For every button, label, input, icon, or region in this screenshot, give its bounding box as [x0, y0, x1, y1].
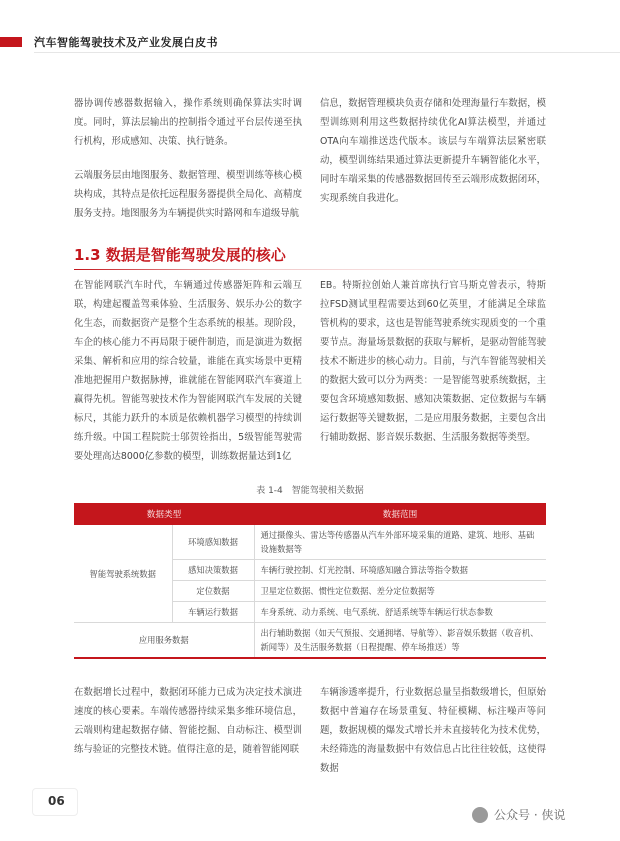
group-label-cell: 智能驾驶系统数据: [74, 525, 172, 623]
page-number: 06: [48, 794, 65, 808]
watermark-text: 公众号 · 侠说: [494, 808, 566, 822]
subtype-cell: 感知决策数据: [172, 560, 254, 581]
table-row: [74, 623, 546, 659]
paragraph-top-left-2: 云端服务层由地图服务、数据管理、模型训练等核心模块构成，其特点是依托远程服务器提供全局化、高精度服务支持。地图服务为车辆提供实时路网和车道级导航: [74, 170, 302, 219]
scope-cell: 通过摄像头、雷达等传感器从汽车外部环境采集的道路、建筑、地形、基础设施数据等: [254, 525, 546, 560]
header-cell-type: 数据类型: [74, 503, 254, 525]
wechat-icon: [472, 807, 488, 823]
header-accent-bar: [0, 37, 22, 47]
scope-cell: 出行辅助数据（如天气预报、交通拥堵、导航等）、影音娱乐数据（收音机、新闻等）及生活服务数据（日程提醒、停车场推送）等: [254, 623, 546, 659]
table-caption: 表 1-4 智能驾驶相关数据: [256, 486, 364, 496]
paragraph-bottom-left: 在数据增长过程中，数据闭环能力已成为决定技术演进速度的核心要素。车端传感器持续采集多维环境信息，云端则构建起数据存储、智能挖掘、自动标注、模型训练与验证的完整技术链。值得注意的是，随着智能网联: [74, 687, 302, 755]
scope-cell: 车辆行驶控制、灯光控制、环境感知融合算法等指令数据: [254, 560, 546, 581]
subtype-cell: 环境感知数据: [172, 525, 254, 560]
table-header-row: [74, 503, 546, 525]
scope-cell: 车身系统、动力系统、电气系统、舒适系统等车辆运行状态参数: [254, 602, 546, 623]
app-service-label-cell: 应用服务数据: [74, 623, 254, 659]
paragraph-top-left-1: 器协调传感器数据输入，操作系统则确保算法实时调度。同时，算法层输出的控制指令通过平台层传递至执行机构，形成感知、决策、执行链条。: [74, 98, 302, 147]
subtype-cell: 定位数据: [172, 581, 254, 602]
running-header-title: 汽车智能驾驶技术及产业发展白皮书: [34, 36, 218, 49]
section-heading: 1.3 数据是智能驾驶发展的核心: [74, 246, 286, 264]
paragraph-top-right: 信息，数据管理模块负责存储和处理海量行车数据，模型训练则利用这些数据持续优化AI算法模型，并通过OTA向车端推送迭代版本。该层与车端算法层紧密联动，模型训练结果通过算法更新提升车辆智能化水平，同时车端采集的传感器数据回传至云端形成数据闭环，实现系统自我进化。: [320, 98, 546, 204]
paragraph-bottom-right: 车辆渗透率提升，行业数据总量呈指数级增长，但原始数据中普遍存在场景重复、特征模糊、标注噪声等问题，数据规模的爆发式增长并未直接转化为技术优势，未经筛选的海量数据中有效信息占比往往较低，这使得数据: [320, 687, 546, 774]
header-divider: [34, 52, 620, 53]
paragraph-mid-left: 在智能网联汽车时代，车辆通过传感器矩阵和云端互联，构建起覆盖驾乘体验、生活服务、娱乐办公的数字化生态，而数据资产是整个生态系统的根基。现阶段，车企的核心能力不再局限于硬件制造，而是演进为数据采集、解析和应用的综合较量，谁能在真实场景中更精准地把握用户数据脉搏，谁就能在智能网联汽车赛道上赢得先机。智能驾驶技术作为智能网联汽车发展的关键标尺，其能力跃升的本质是依赖机器学习模型的持续训练升级。中国工程院院士邬贺铨指出，5级智能驾驶需要处理高达8000亿参数的模型，训练数据量达到1亿: [74, 280, 302, 462]
section-divider: [74, 269, 546, 270]
subtype-cell: 车辆运行数据: [172, 602, 254, 623]
scope-cell: 卫星定位数据、惯性定位数据、差分定位数据等: [254, 581, 546, 602]
paragraph-mid-right: EB。特斯拉创始人兼首席执行官马斯克曾表示，特斯拉FSD测试里程需要达到60亿英里，才能满足全球监管机构的要求，这也是智能驾驶系统实现质变的一个重要节点。海量场景数据的获取与解析，是驱动智能驾驶技术不断进步的核心动力。目前，与汽车智能驾驶相关的数据大致可以分为两类：一是智能驾驶系统数据，主要包含环境感知数据、感知决策数据、定位数据与车辆运行数据等关键数据，二是应用服务数据，主要包含出行辅助数据、影音娱乐数据、生活服务数据等类型。: [320, 280, 546, 443]
table-row: [74, 525, 546, 560]
header-cell-scope: 数据范围: [254, 503, 546, 525]
data-table: [74, 503, 546, 659]
watermark: [472, 806, 565, 823]
